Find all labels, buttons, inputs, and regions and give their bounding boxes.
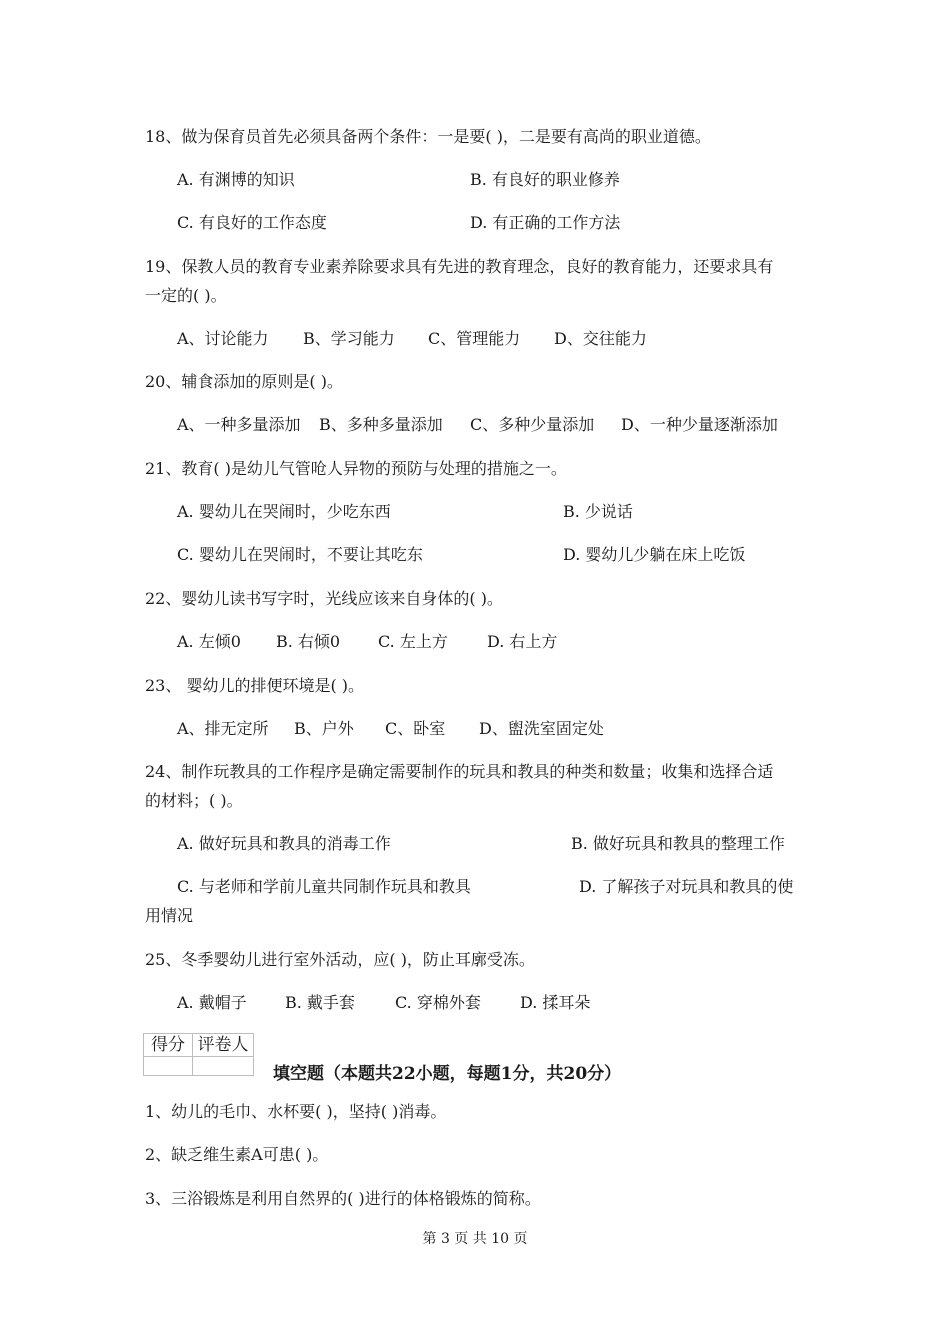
question-25-option-c: C. 穿棉外套 [395, 993, 481, 1012]
question-24-option-c: C. 与老师和学前儿童共同制作玩具和教具 [177, 877, 471, 896]
question-24-option-d: D. 了解孩子对玩具和教具的使 [579, 877, 794, 896]
question-19-option-d: D、交往能力 [554, 329, 647, 348]
question-19-stem: 19、保教人员的教育专业素养除要求具有先进的教育理念，良好的教育能力，还要求具有 [145, 257, 774, 276]
question-24-option-b: B. 做好玩具和教具的整理工作 [571, 834, 785, 853]
question-18-stem: 18、做为保育员首先必须具备两个条件：一是要( )，二是要有高尚的职业道德。 [145, 127, 711, 146]
question-21-option-c: C. 婴幼儿在哭闹时，不要让其吃东 [177, 545, 423, 564]
question-21-option-d: D. 婴幼儿少躺在床上吃饭 [563, 545, 746, 564]
question-22-option-c: C. 左上方 [378, 632, 448, 651]
question-18-option-d: D. 有正确的工作方法 [470, 213, 621, 232]
question-23-option-c: C、卧室 [385, 719, 446, 738]
question-18-option-a: A. 有渊博的知识 [177, 170, 295, 189]
question-23-option-b: B、户外 [294, 719, 354, 738]
fill-blank-1: 1、幼儿的毛巾、水杯要( )，坚持( )消毒。 [145, 1102, 447, 1121]
fill-blank-3: 3、三浴锻炼是利用自然界的( )进行的体格锻炼的简称。 [145, 1189, 541, 1208]
question-20-option-c: C、多种少量添加 [470, 415, 595, 434]
question-19-option-c: C、管理能力 [428, 329, 521, 348]
question-23-stem: 23、 婴幼儿的排便环境是( )。 [145, 676, 365, 695]
question-21-option-b: B. 少说话 [563, 502, 633, 521]
question-19-option-a: A、讨论能力 [177, 329, 269, 348]
question-20-option-d: D、一种少量逐渐添加 [621, 415, 778, 434]
question-18-option-c: C. 有良好的工作态度 [177, 213, 327, 232]
question-21-stem: 21、教育( )是幼儿气管呛人异物的预防与处理的措施之一。 [145, 459, 567, 478]
question-20-stem: 20、辅食添加的原则是( )。 [145, 372, 343, 391]
question-24-option-d-continued: 用情况 [145, 906, 194, 925]
reviewer-cell[interactable] [193, 1057, 254, 1076]
section-title: 填空题（本题共22小题，每题1分，共20分） [273, 1064, 622, 1084]
question-22-option-d: D. 右上方 [487, 632, 558, 651]
score-label: 得分 [144, 1034, 193, 1057]
score-box [143, 1033, 254, 1076]
question-25-stem: 25、冬季婴幼儿进行室外活动，应( )，防止耳廓受冻。 [145, 950, 535, 969]
question-24-option-a: A. 做好玩具和教具的消毒工作 [177, 834, 391, 853]
question-19-option-b: B、学习能力 [303, 329, 395, 348]
question-23-option-a: A、排无定所 [177, 719, 269, 738]
question-25-option-d: D. 揉耳朵 [520, 993, 591, 1012]
reviewer-label: 评卷人 [193, 1034, 254, 1057]
question-22-option-a: A. 左倾0 [177, 632, 241, 651]
question-25-option-b: B. 戴手套 [285, 993, 355, 1012]
score-cell[interactable] [144, 1057, 193, 1076]
question-24-stem: 24、制作玩教具的工作程序是确定需要制作的玩具和教具的种类和数量；收集和选择合适 [145, 762, 774, 781]
question-22-stem: 22、婴幼儿读书写字时，光线应该来自身体的( )。 [145, 589, 503, 608]
question-20-option-b: B、多种多量添加 [319, 415, 443, 434]
page-footer: 第 3 页 共 10 页 [422, 1231, 528, 1247]
question-22-option-b: B. 右倾0 [276, 632, 341, 651]
question-25-option-a: A. 戴帽子 [177, 993, 247, 1012]
question-19-stem-continued: 一定的( )。 [145, 286, 227, 305]
question-23-option-d: D、盥洗室固定处 [479, 719, 604, 738]
question-20-option-a: A、一种多量添加 [177, 415, 301, 434]
question-24-stem-continued: 的材料；( )。 [145, 791, 243, 810]
fill-blank-2: 2、缺乏维生素A可患( )。 [145, 1145, 329, 1164]
question-21-option-a: A. 婴幼儿在哭闹时，少吃东西 [177, 502, 391, 521]
question-18-option-b: B. 有良好的职业修养 [470, 170, 620, 189]
